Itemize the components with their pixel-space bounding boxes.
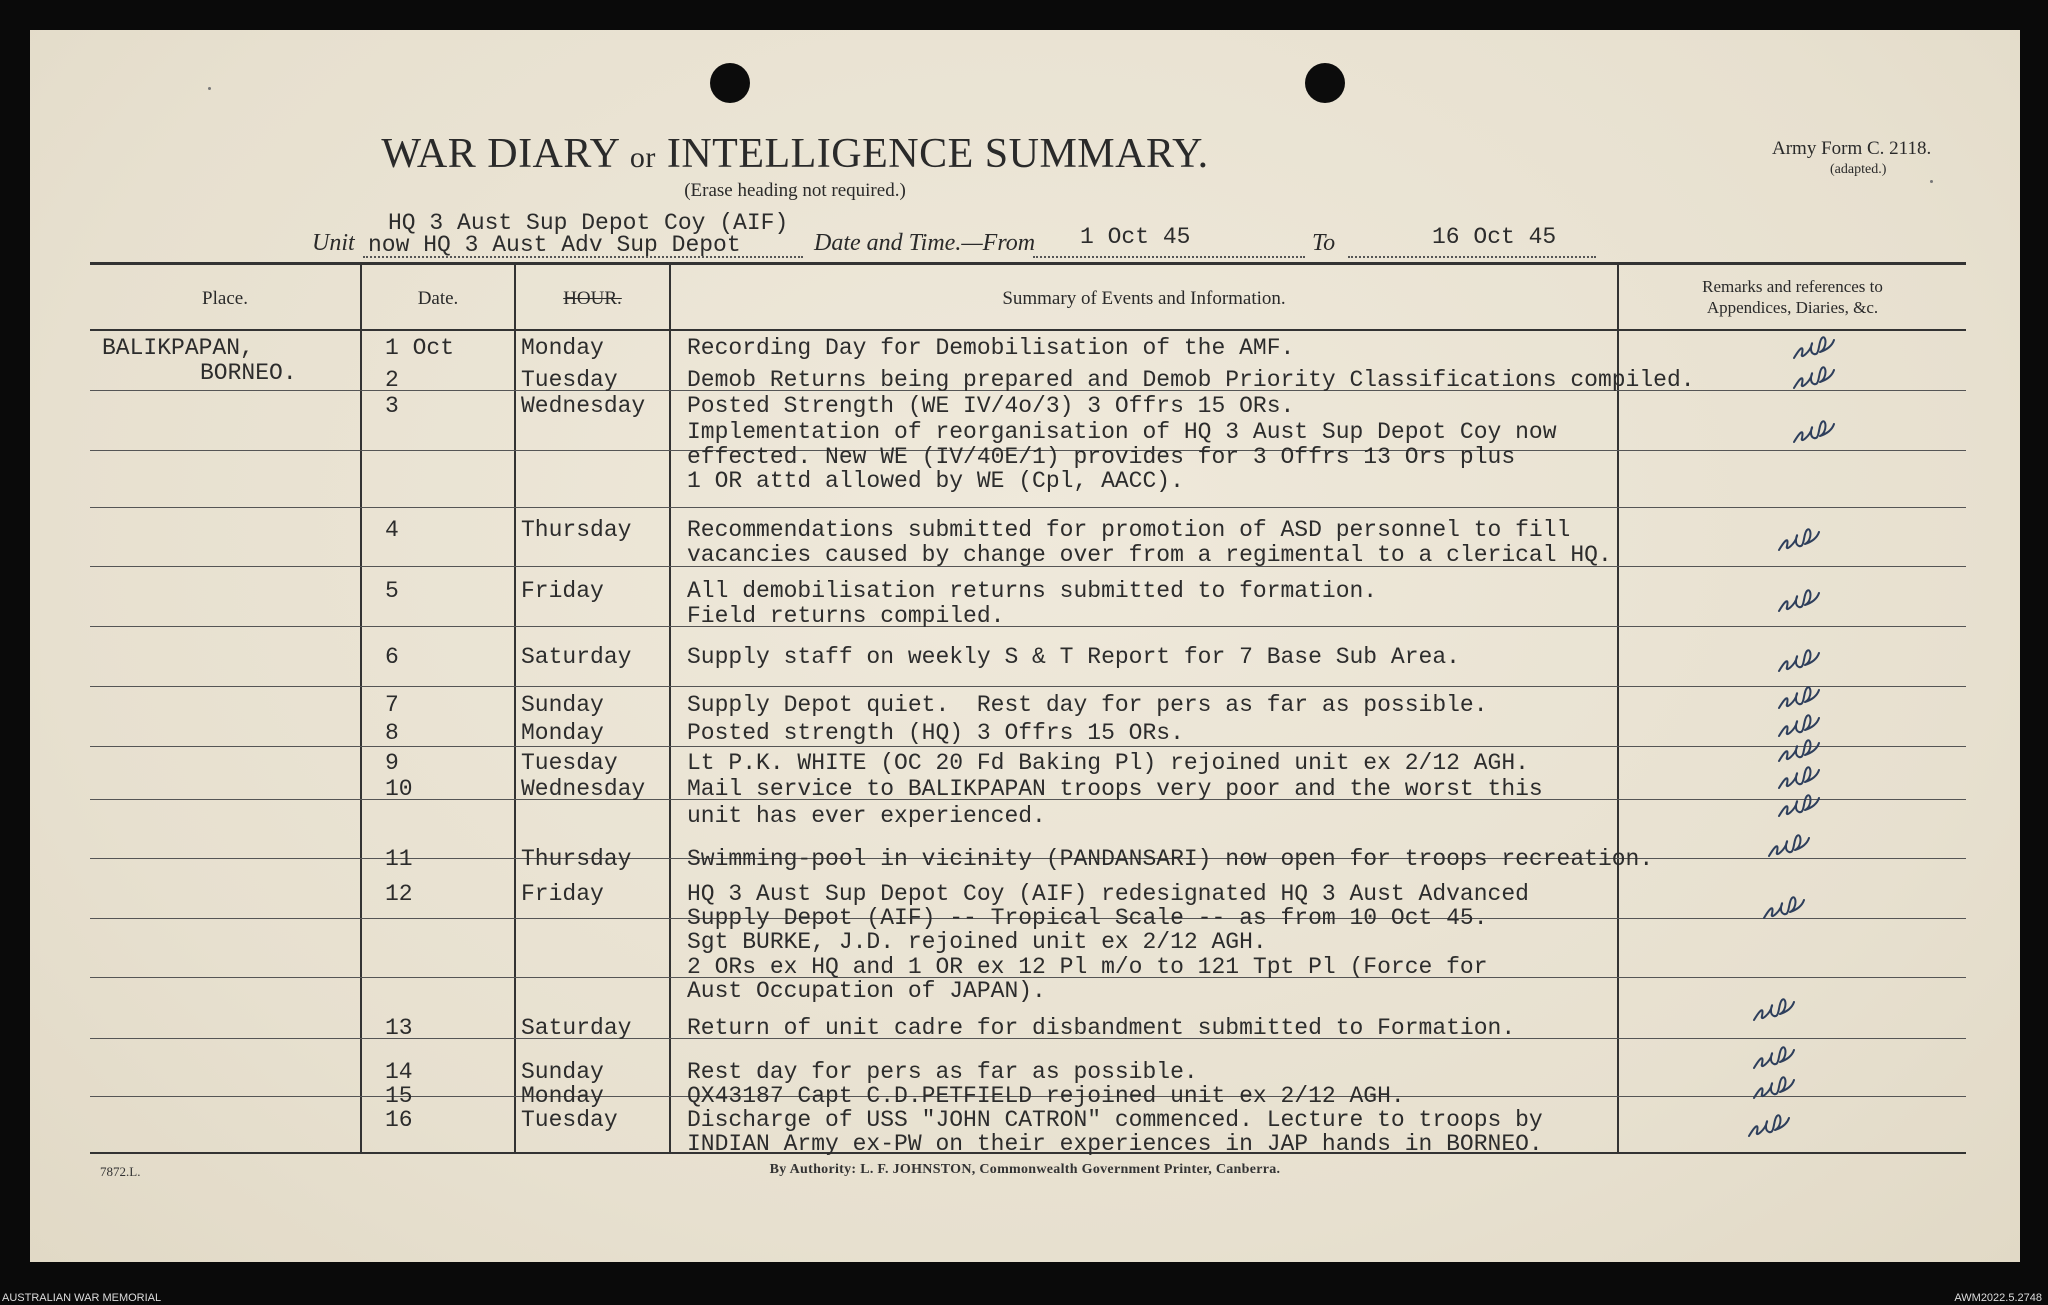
entry-summary: effected. New WE (IV/40E/1) provides for 3 Offrs 13 Ors plus xyxy=(687,444,1516,470)
from-dotted-line xyxy=(1033,256,1305,258)
paper-speck xyxy=(208,87,211,90)
entry-date: 11 xyxy=(385,846,413,872)
handwritten-initials-icon xyxy=(1790,414,1838,448)
place-line1: BALIKPAPAN, xyxy=(102,335,254,361)
entry-summary: Supply Depot quiet. Rest day for pers as far as possible. xyxy=(687,692,1488,718)
archive-caption-left: AUSTRALIAN WAR MEMORIAL xyxy=(2,1292,162,1304)
handwritten-initials-icon xyxy=(1775,583,1823,617)
diary-page xyxy=(30,30,2020,1262)
place-line2: BORNEO. xyxy=(200,360,297,386)
entry-summary: Supply staff on weekly S & T Report for 7 Base Sub Area. xyxy=(687,644,1460,670)
entry-summary: Mail service to BALIKPAPAN troops very poor and the worst this xyxy=(687,776,1543,802)
entry-day: Monday xyxy=(521,335,604,361)
entry-date: 3 xyxy=(385,393,399,419)
entry-day: Tuesday xyxy=(521,750,618,776)
entry-day: Friday xyxy=(521,881,604,907)
entry-summary: Demob Returns being prepared and Demob Priority Classifications compiled. xyxy=(687,367,1695,393)
entry-summary: Return of unit cadre for disbandment submitted to Formation. xyxy=(687,1015,1516,1041)
entry-day: Sunday xyxy=(521,692,604,718)
to-label: To xyxy=(1312,230,1336,256)
entry-summary: Posted strength (HQ) 3 Offrs 15 ORs. xyxy=(687,720,1184,746)
unit-name-original: HQ 3 Aust Sup Depot Coy (AIF) xyxy=(388,210,789,236)
entry-date: 13 xyxy=(385,1015,413,1041)
handwritten-initials-icon xyxy=(1760,890,1808,924)
handwritten-initials-icon xyxy=(1750,1070,1798,1104)
entry-date: 6 xyxy=(385,644,399,670)
entry-day: Tuesday xyxy=(521,1107,618,1133)
col-header-date: Date. xyxy=(417,288,459,309)
entry-summary: Discharge of USS "JOHN CATRON" commenced. Lecture to troops by xyxy=(687,1107,1543,1133)
entry-day: Thursday xyxy=(521,846,632,872)
entry-day: Sunday xyxy=(521,1059,604,1085)
col-divider-place xyxy=(360,262,362,1153)
entry-date: 15 xyxy=(385,1083,413,1109)
entry-summary: Sgt BURKE, J.D. rejoined unit ex 2/12 AGH. xyxy=(687,929,1267,955)
col-header-summary: Summary of Events and Information. xyxy=(1002,288,1286,309)
ruled-line xyxy=(90,686,1966,687)
handwritten-initials-icon xyxy=(1775,643,1823,677)
entry-summary: HQ 3 Aust Sup Depot Coy (AIF) redesignated HQ 3 Aust Advanced xyxy=(687,881,1529,907)
form-subtitle: (Erase heading not required.) xyxy=(684,180,906,201)
col-divider-summary xyxy=(1617,262,1619,1153)
col-divider-date xyxy=(514,262,516,1153)
entry-summary: unit has ever experienced. xyxy=(687,803,1046,829)
handwritten-initials-icon xyxy=(1790,330,1838,364)
entry-summary: Implementation of reorganisation of HQ 3 Aust Sup Depot Coy now xyxy=(687,419,1557,445)
handwritten-initials-icon xyxy=(1790,360,1838,394)
army-form-number: Army Form C. 2118. xyxy=(1772,138,1932,159)
unit-label: Unit xyxy=(312,230,355,256)
entry-date: 5 xyxy=(385,578,399,604)
col-header-remarks-line2: Appendices, Diaries, &c. xyxy=(1706,298,1879,317)
handwritten-initials-icon xyxy=(1745,1108,1793,1142)
table-top-rule xyxy=(90,262,1966,265)
entry-summary: QX43187 Capt C.D.PETFIELD rejoined unit ex 2/12 AGH. xyxy=(687,1083,1405,1109)
entry-day: Saturday xyxy=(521,1015,632,1041)
entry-summary: INDIAN Army ex-PW on their experiences in JAP hands in BORNEO. xyxy=(687,1131,1543,1157)
unit-name-new: now HQ 3 Aust Adv Sup Depot xyxy=(368,232,741,258)
handwritten-initials-icon xyxy=(1775,522,1823,556)
entry-summary: Recording Day for Demobilisation of the AMF. xyxy=(687,335,1295,361)
punch-hole xyxy=(710,63,750,103)
entry-summary: All demobilisation returns submitted to formation. xyxy=(687,578,1378,604)
ruled-line xyxy=(90,507,1966,508)
date-from: 1 Oct 45 xyxy=(1080,224,1191,250)
col-header-hour: HOUR. xyxy=(563,288,622,309)
entry-summary: Recommendations submitted for promotion of ASD personnel to fill xyxy=(687,517,1571,543)
army-form-adapted: (adapted.) xyxy=(1830,162,1887,177)
entry-day: Monday xyxy=(521,720,604,746)
ruled-line xyxy=(90,746,1966,747)
entry-date: 10 xyxy=(385,776,413,802)
entry-summary: Field returns compiled. xyxy=(687,603,1005,629)
archive-caption-right: AWM2022.5.2748 xyxy=(1954,1292,2042,1304)
form-number: 7872.L. xyxy=(100,1164,141,1179)
entry-day: Monday xyxy=(521,1083,604,1109)
date-time-label: Date and Time.—From xyxy=(814,230,1036,256)
handwritten-initials-icon xyxy=(1750,992,1798,1026)
entry-summary: 2 ORs ex HQ and 1 OR ex 12 Pl m/o to 121 Tpt Pl (Force for xyxy=(687,954,1488,980)
to-dotted-line xyxy=(1348,256,1596,258)
entry-day: Tuesday xyxy=(521,367,618,393)
entry-date: 16 xyxy=(385,1107,413,1133)
entry-summary: Swimming-pool in vicinity (PANDANSARI) now open for troops recreation. xyxy=(687,846,1654,872)
entry-day: Thursday xyxy=(521,517,632,543)
form-title: WAR DIARY or INTELLIGENCE SUMMARY. xyxy=(381,131,1209,177)
handwritten-initials-icon xyxy=(1750,1040,1798,1074)
date-to: 16 Oct 45 xyxy=(1432,224,1557,250)
col-header-place: Place. xyxy=(202,288,248,309)
entry-day: Saturday xyxy=(521,644,632,670)
entry-date: 8 xyxy=(385,720,399,746)
entry-date: 4 xyxy=(385,517,399,543)
entry-date: 7 xyxy=(385,692,399,718)
entry-day: Friday xyxy=(521,578,604,604)
printer-authority: By Authority: L. F. JOHNSTON, Commonwealth Government Printer, Canberra. xyxy=(769,1162,1281,1177)
entry-date: 14 xyxy=(385,1059,413,1085)
entry-summary: 1 OR attd allowed by WE (Cpl, AACC). xyxy=(687,468,1184,494)
entry-summary: Rest day for pers as far as possible. xyxy=(687,1059,1198,1085)
entry-date: 2 xyxy=(385,367,399,393)
entry-day: Wednesday xyxy=(521,776,646,802)
handwritten-initials-icon xyxy=(1775,788,1823,822)
ruled-line xyxy=(90,626,1966,627)
entry-summary: vacancies caused by change over from a regimental to a clerical HQ. xyxy=(687,542,1612,568)
entry-summary: Supply Depot (AIF) -- Tropical Scale -- as from 10 Oct 45. xyxy=(687,905,1488,931)
entry-date: 1 Oct xyxy=(385,335,455,361)
entry-summary: Posted Strength (WE IV/4o/3) 3 Offrs 15 ORs. xyxy=(687,393,1295,419)
punch-hole xyxy=(1305,63,1345,103)
paper-speck xyxy=(1930,180,1933,183)
entry-summary: Aust Occupation of JAPAN). xyxy=(687,978,1046,1004)
col-divider-hour xyxy=(669,262,671,1153)
handwritten-initials-icon xyxy=(1765,828,1813,862)
entry-date: 9 xyxy=(385,750,399,776)
header-rule xyxy=(90,329,1966,331)
col-header-remarks-line1: Remarks and references to xyxy=(1702,277,1883,296)
entry-date: 12 xyxy=(385,881,413,907)
entry-summary: Lt P.K. WHITE (OC 20 Fd Baking Pl) rejoined unit ex 2/12 AGH. xyxy=(687,750,1529,776)
entry-day: Wednesday xyxy=(521,393,646,419)
